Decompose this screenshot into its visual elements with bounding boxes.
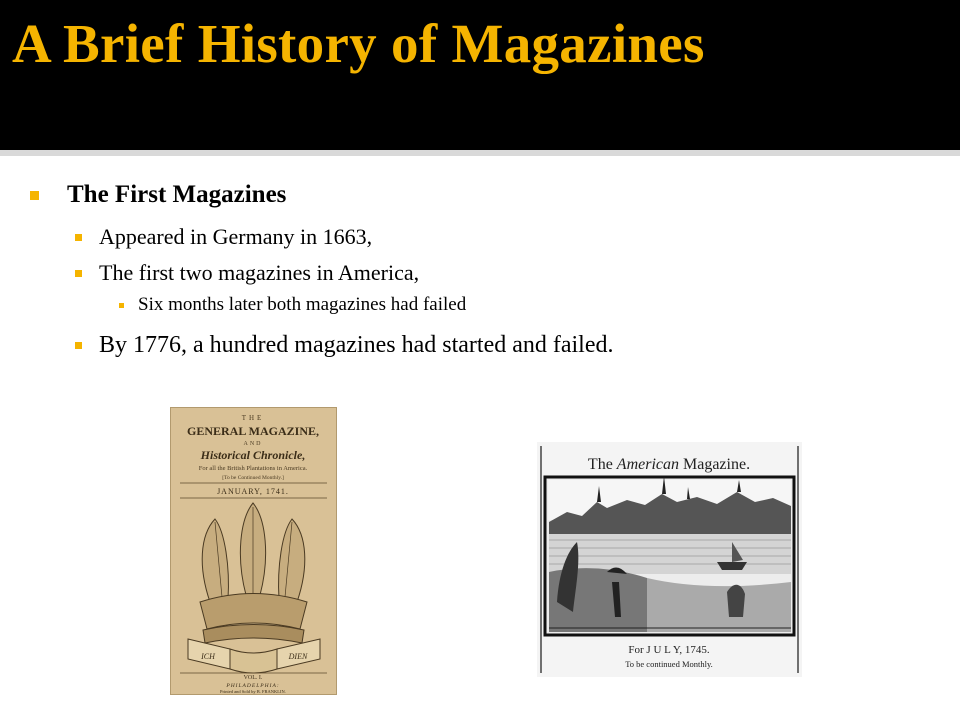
title-band [0,0,960,150]
bullet-heading [30,178,286,212]
cover-line-5: For all the British Plantations in America. [198,465,308,472]
woodcut-date: For J U L Y, 1745. [628,644,710,656]
cover-line-6: [To be Continued Monthly.] [222,475,284,481]
harbor-woodcut-scene [548,476,791,632]
square-bullet-icon [75,234,82,241]
slide-title: A Brief History of Magazines [12,13,705,74]
cover-volume: VOL. I. [243,675,263,681]
american-magazine-cover-image [537,442,802,677]
square-bullet-icon [119,303,124,308]
square-bullet-icon [30,191,39,200]
woodcut-title: The American Magazine. [587,456,751,473]
bullet-item [75,222,372,252]
bullet-heading-text: The First Magazines [67,181,287,208]
cover-place: PHILADELPHIA: [226,683,280,689]
bullet-item-text: The first two magazines in America, [99,260,420,285]
prince-of-wales-feathers-emblem [200,503,307,643]
cover-line-3: AND [243,441,263,447]
sub-bullet-item [119,292,466,318]
bullet-item-text: Appeared in Germany in 1663, [99,224,373,249]
bullet-item [75,258,419,288]
sub-bullet-item-text: Six months later both magazines had failed [138,294,467,315]
cover-line-1: THE [241,414,265,422]
cover-printer: Printed and Sold by B. FRANKLIN. [220,689,286,694]
bullet-item [75,329,614,361]
square-bullet-icon [75,342,82,349]
motto-right-text: DIEN [288,652,308,661]
general-magazine-cover-image [170,407,337,695]
motto-left-text: ICH [201,652,215,661]
woodcut-note: To be continued Monthly. [625,659,713,669]
cover-line-2: GENERAL MAGAZINE, [186,424,320,438]
bullet-item-text: By 1776, a hundred magazines had started and failed. [99,331,614,358]
cover-line-4: Historical Chronicle, [200,448,306,462]
square-bullet-icon [75,270,82,277]
cover-date: JANUARY, 1741. [217,487,289,496]
